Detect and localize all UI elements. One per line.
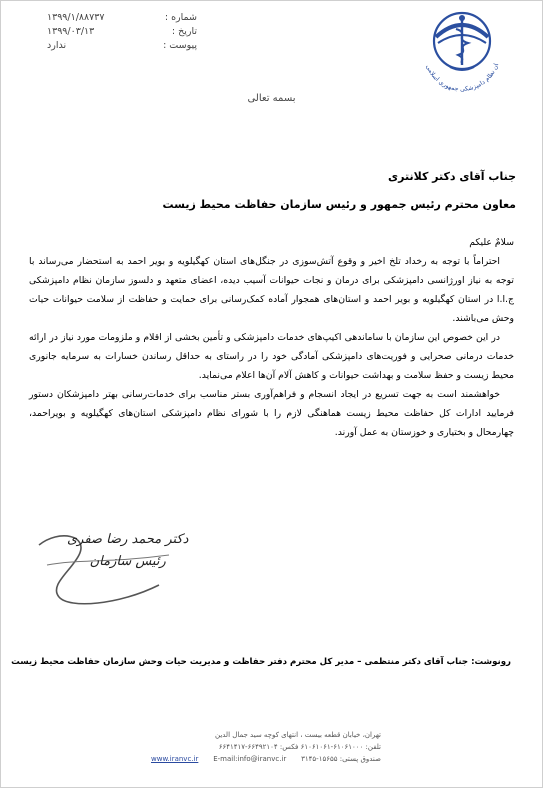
footer-website-link[interactable]: www.iranvc.ir [151,755,199,763]
footer-email[interactable]: E-mail:info@iranvc.ir [213,755,287,763]
footer-postal: صندوق پستی: ۱۵۶۵۵-۳۱۴۵ [301,755,381,763]
bismillah: بسمه تعالی [247,93,296,104]
addressee-line-1: جناب آقای دکتر کلانتری [388,170,516,183]
logo-caption: ان نظام دامپزشکی جمهوری اسلامی [424,62,501,93]
body-paragraph-1: احتراماً با توجه به رخداد تلخ اخیر و وقوع آتش‌سوزی در جنگل‌های استان کهگیلویه و بویر احمد به استحضار می‌رساند با توجه به نیاز اورژانسی دامپزشکی برای درمان و نجات حیوانات آسیب دیده، اعضای متعهد و دلسوز سازمان نظام دامپزشکی ج.ا.ا در استان کهگیلویه و بویر احمد و استان‌های همجوار آماده کمک‌رسانی برای حمایت و حفاظت از سلامت حیوانات حیات وحش می‌باشند. [29,256,514,324]
meta-number-value: ۱۳۹۹/۱/۸۸۷۳۷ [47,12,105,23]
footer-phone: تلفن: ۶۱۰۶۱۰۰۰-۶۱۰۶۱۰۶۱ فکس: ۶۶۴۹۲۱۰۴-۶۶۴۱۴۱۷ [218,743,381,751]
addressee [162,163,516,219]
signatory-title: رئیس سازمان [89,554,166,569]
meta-attachment-row [47,39,197,53]
carbon-copy-line: رونوشت: جناب آقای دکتر منتظمی – مدیر کل محترم دفتر حفاظت و مدیریت حیات وحش سازمان حفاظت محیط زیست [11,657,511,667]
meta-date-value: ۱۳۹۹/۰۳/۱۳ [47,26,95,37]
logo-emblem-icon [402,7,522,99]
body-paragraph-2: در این خصوص این سازمان با ساماندهی اکیپ‌های خدمات دامپزشکی و تأمین بخشی از اقلام و ملزومات مورد نیاز در ارائه خدمات درمانی صحرایی و فوریت‌های دامپزشکی آمادگی خود را در راستای به حداقل رساندن خسارات به سرمایه جانوری محیط زیست و حفظ سلامت و بهداشت حیوانات و کاهش آلام آن‌ها اعلام می‌نماید. [29,332,514,381]
letter-body [29,233,514,442]
greeting: سلامٌ علیکم [469,237,514,248]
footer-contact-row [151,753,381,765]
meta-number-row [47,11,197,25]
letterhead-footer [151,729,381,765]
letter-meta [47,11,197,53]
meta-attachment-value: ندارد [47,40,67,51]
signatory-name: دکتر محمد رضا صفری [67,532,189,547]
organization-logo [402,7,522,99]
meta-number-label: شماره : [164,12,197,23]
meta-date-label: تاریخ : [171,26,197,37]
signature-block [67,529,188,573]
meta-attachment-label: پیوست : [163,40,197,51]
addressee-line-2: معاون محترم رئیس جمهور و رئیس سازمان حفاظت محیط زیست [162,198,516,211]
meta-date-row [47,25,197,39]
footer-address: تهران، خیابان قطعه بیست ، انتهای کوچه سید جمال الدین [214,731,381,739]
body-paragraph-3: خواهشمند است به جهت تسریع در ایجاد انسجام و فراهم‌آوری بستر مناسب برای خدمات‌رسانی بهتر دامپزشکان دستور فرمایید ادارات کل حفاظت محیط زیست هماهنگی لازم را با شورای نظام دامپزشکی استان‌های کهگیلویه و بویراحمد، چهارمحال و بختیاری و خوزستان به عمل آورند. [29,389,514,438]
